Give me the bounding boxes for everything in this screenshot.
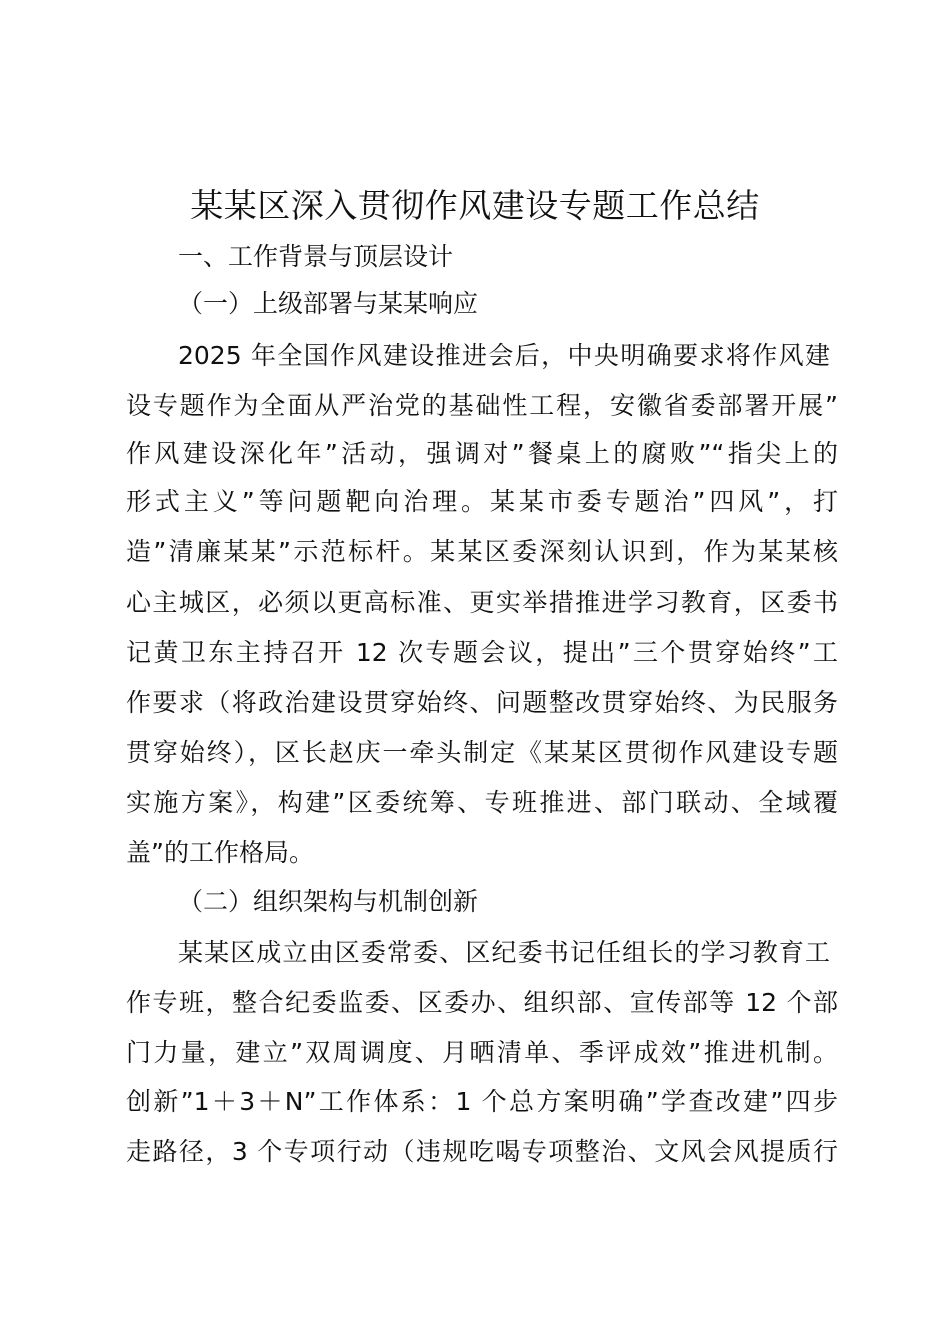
subsection-heading-1: （一）上级部署与某某响应 — [178, 289, 479, 318]
paragraph-1-line-6: 心主城区，必须以更高标准、更实举措推进学习教育，区委书 — [126, 588, 838, 617]
subsection-heading-2: （二）组织架构与机制创新 — [178, 887, 479, 916]
paragraph-1-line-11: 盖”的工作格局。 — [126, 838, 314, 867]
paragraph-1-line-9: 贯穿始终），区长赵庆一牵头制定《某某区贯彻作风建设专题 — [126, 738, 838, 767]
paragraph-1-line-8: 作要求（将政治建设贯穿始终、问题整改贯穿始终、为民服务 — [126, 688, 838, 717]
paragraph-1-line-2: 设专题作为全面从严治党的基础性工程，安徽省委部署开展” — [126, 391, 838, 420]
paragraph-1-line-1: 2025 年全国作风建设推进会后，中央明确要求将作风建 — [178, 341, 830, 370]
paragraph-1-line-5: 造”清廉某某”示范标杆。某某区委深刻认识到，作为某某核 — [126, 537, 838, 566]
paragraph-1-line-10: 实施方案》，构建”区委统筹、专班推进、部门联动、全域覆 — [126, 788, 838, 817]
paragraph-2-line-5: 走路径，3 个专项行动（违规吃喝专项整治、文风会风提质行 — [126, 1137, 838, 1166]
paragraph-1-line-4: 形式主义”等问题靶向治理。某某市委专题治”四风”，打 — [126, 487, 838, 516]
paragraph-1-line-3: 作风建设深化年”活动，强调对”餐桌上的腐败”“指尖上的 — [126, 439, 838, 468]
paragraph-2-line-1: 某某区成立由区委常委、区纪委书记任组长的学习教育工 — [178, 938, 830, 967]
section-heading-1: 一、工作背景与顶层设计 — [178, 242, 454, 271]
paragraph-2-line-3: 门力量，建立”双周调度、月晒清单、季评成效”推进机制。 — [126, 1038, 838, 1067]
document-title: 某某区深入贯彻作风建设专题工作总结 — [190, 186, 760, 225]
paragraph-2-line-4: 创新”1＋3＋N”工作体系：1 个总方案明确”学查改建”四步 — [126, 1087, 838, 1116]
paragraph-2-line-2: 作专班，整合纪委监委、区委办、组织部、宣传部等 12 个部 — [126, 988, 838, 1017]
paragraph-1-line-7: 记黄卫东主持召开 12 次专题会议，提出”三个贯穿始终”工 — [126, 638, 838, 667]
